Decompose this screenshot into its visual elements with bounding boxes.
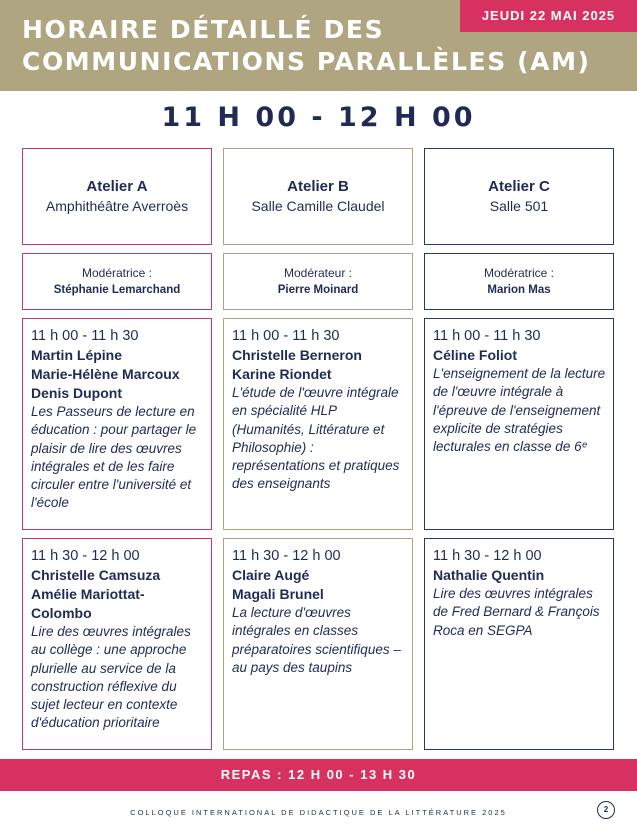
- moderator-name: Pierre Moinard: [277, 284, 359, 296]
- session-slot-2: [22, 538, 212, 750]
- atelier-header-box: [22, 148, 212, 245]
- page-title-line-2: COMMUNICATIONS PARALLÈLES (AM): [22, 47, 591, 76]
- speaker-name: Christelle Camsuza: [31, 567, 161, 583]
- slot-time: 11 h 00 - 11 h 30: [31, 328, 139, 344]
- talk-title: Lire des œuvres intégrales au collège : une approche plurielle au service de la construction réflexive du sujet lecteur en contexte d'éducation prioritaire: [31, 624, 191, 731]
- lunch-break-bar: REPAS : 12 H 00 - 13 H 30: [0, 759, 637, 791]
- moderator-name: Marion Mas: [487, 284, 551, 296]
- moderator-box: [223, 253, 413, 310]
- slot-time: 11 h 30 - 12 h 00: [232, 548, 341, 564]
- speaker-name: Magali Brunel: [232, 586, 324, 602]
- date-badge: JEUDI 22 MAI 2025: [460, 0, 637, 32]
- talk-title: L'enseignement de la lecture de l'œuvre intégrale à l'épreuve de l'enseignement explicite de stratégies lecturales en classe de 6ᵉ: [433, 366, 606, 455]
- speaker-name: Amélie Mariottat-Colombo: [31, 586, 145, 621]
- talk-title: Lire des œuvres intégrales de Fred Bernard & François Roca en SEGPA: [433, 586, 600, 638]
- atelier-room: Salle 501: [489, 198, 549, 214]
- atelier-header-box: [424, 148, 614, 245]
- speaker-name: Céline Foliot: [433, 347, 517, 363]
- moderator-label: Modérateur :: [283, 266, 353, 280]
- speaker-name: Marie-Hélène Marcoux: [31, 366, 180, 382]
- talk-title: L'étude de l'œuvre intégrale en spécialité HLP (Humanités, Littérature et Philosophie) : représentations et pratiques des enseignants: [232, 385, 400, 492]
- atelier-room: Amphithéâtre Averroès: [45, 198, 189, 214]
- talk-title: Les Passeurs de lecture en éducation : pour partager le plaisir de lire des œuvres intégrales et de les faire circuler entre l'université et l'école: [31, 404, 197, 511]
- time-block-heading: 11 H 00 - 12 H 00: [161, 102, 476, 133]
- speaker-name: Nathalie Quentin: [433, 567, 545, 583]
- talk-title: La lecture d'œuvres intégrales en classes préparatoires scientifiques – au pays des taupins: [232, 605, 401, 675]
- moderator-name: Stéphanie Lemarchand: [53, 284, 181, 296]
- slot-time: 11 h 00 - 11 h 30: [433, 328, 541, 344]
- moderator-label: Modératrice :: [81, 266, 153, 280]
- footer-conference-name: COLLOQUE INTERNATIONAL DE DIDACTIQUE DE LA LITTÉRATURE 2025: [130, 808, 507, 817]
- speaker-name: Denis Dupont: [31, 385, 122, 401]
- moderator-label: Modératrice :: [483, 266, 555, 280]
- moderator-box: [22, 253, 212, 310]
- session-slot-1: [424, 318, 614, 530]
- speaker-name: Claire Augé: [232, 567, 310, 583]
- slot-time: 11 h 30 - 12 h 00: [433, 548, 542, 564]
- page-title-line-1: HORAIRE DÉTAILLÉ DES: [22, 15, 385, 44]
- slot-time: 11 h 00 - 11 h 30: [232, 328, 340, 344]
- moderator-box: [424, 253, 614, 310]
- speaker-name: Martin Lépine: [31, 347, 123, 363]
- atelier-room: Salle Camille Claudel: [251, 198, 385, 214]
- slot-time: 11 h 30 - 12 h 00: [31, 548, 140, 564]
- session-slot-1: [22, 318, 212, 530]
- speaker-name: Karine Riondet: [232, 366, 332, 382]
- session-slot-2: [223, 538, 413, 750]
- atelier-name: Atelier C: [488, 178, 550, 195]
- atelier-header-box: [223, 148, 413, 245]
- atelier-name: Atelier A: [86, 178, 148, 195]
- speaker-name: Christelle Berneron: [232, 347, 362, 363]
- session-slot-2: [424, 538, 614, 750]
- session-slot-1: [223, 318, 413, 530]
- page-number-badge: 2: [597, 801, 615, 819]
- atelier-name: Atelier B: [287, 178, 349, 195]
